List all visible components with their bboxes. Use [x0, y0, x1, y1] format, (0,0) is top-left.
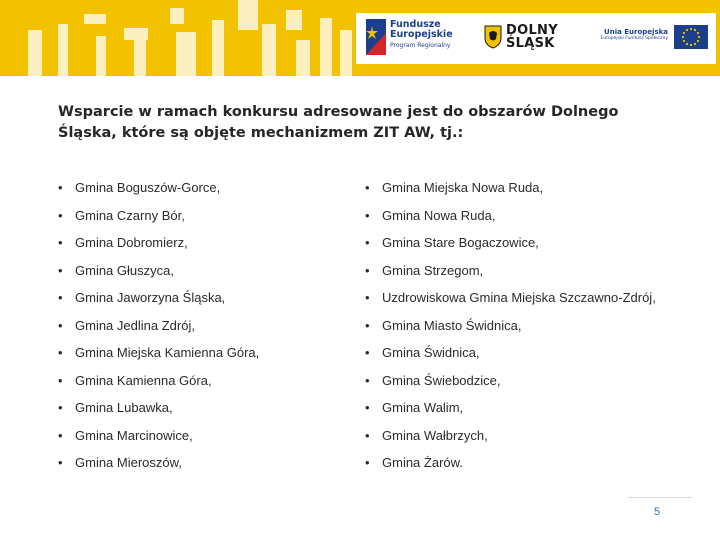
bullet: • [58, 372, 63, 388]
list-item-label: Gmina Miejska Nowa Ruda, [382, 180, 544, 195]
list-item-label: Gmina Walim, [382, 400, 464, 415]
eu-logo-line1: Unia Europejska [604, 28, 668, 36]
bullet: • [365, 235, 370, 250]
list-item [365, 204, 656, 232]
list-item [58, 231, 259, 259]
list-item [365, 314, 656, 342]
page-number-rule [628, 497, 692, 498]
unia-europejska-logo-text [592, 29, 668, 42]
bullet: • [365, 180, 370, 195]
list-item [365, 286, 656, 314]
bullet: • [365, 317, 370, 333]
list-item [58, 314, 259, 342]
bullet: • [58, 455, 63, 470]
list-item [365, 259, 656, 287]
list-item [58, 286, 259, 314]
list-item-label: Gmina Wałbrzych, [382, 427, 488, 443]
fundusze-europejskie-icon [366, 19, 386, 55]
list-item [58, 341, 259, 369]
fe-logo-line3: Program Regionalny [390, 41, 451, 49]
logo-strip [356, 13, 716, 64]
list-item-label: Gmina Żarów. [382, 455, 463, 470]
bullet: • [365, 207, 370, 223]
list-item-label: Gmina Lubawka, [75, 400, 173, 415]
list-item-label: Gmina Kamienna Góra, [75, 372, 212, 388]
bullet: • [365, 290, 370, 305]
bullet: • [58, 427, 63, 443]
list-item [58, 204, 259, 232]
list-item-label: Gmina Jedlina Zdrój, [75, 317, 195, 333]
municipality-list-right [365, 176, 656, 479]
fe-logo-line1: Fundusze [390, 19, 441, 30]
page-number: 5 [654, 506, 661, 518]
list-item [365, 176, 656, 204]
list-item [365, 231, 656, 259]
list-item-label: Gmina Miasto Świdnica, [382, 317, 522, 333]
bullet: • [58, 290, 63, 305]
bullet: • [365, 455, 370, 470]
list-item-label: Gmina Jaworzyna Śląska, [75, 290, 226, 305]
bullet: • [58, 180, 63, 195]
list-item [365, 341, 656, 369]
list-item-label: Gmina Boguszów-Gorce, [75, 180, 221, 195]
bullet: • [365, 345, 370, 360]
list-item [365, 396, 656, 424]
list-item-label: Gmina Czarny Bór, [75, 207, 185, 223]
bullet: • [58, 400, 63, 415]
fe-logo-line2: Europejskie [390, 28, 453, 40]
bullet: • [58, 317, 63, 333]
dolny-slask-logo-text [506, 24, 558, 50]
list-item [58, 176, 259, 204]
list-item [365, 451, 656, 479]
bullet: • [365, 262, 370, 278]
ds-logo-line1: DOLNY [506, 23, 558, 38]
eu-logo-line2: Europejski Fundusz Społeczny [600, 35, 668, 41]
list-item-label: Gmina Świdnica, [382, 345, 480, 360]
decorative-blocks [0, 0, 360, 76]
list-item-label: Gmina Miejska Kamienna Góra, [75, 345, 260, 360]
list-item-label: Uzdrowiskowa Gmina Miejska Szczawno-Zdrój, [382, 290, 656, 305]
list-item [58, 451, 259, 479]
list-item [365, 424, 656, 452]
list-item-label: Gmina Nowa Ruda, [382, 207, 496, 223]
list-item [58, 424, 259, 452]
bullet: • [58, 235, 63, 250]
coat-of-arms-icon [484, 25, 502, 49]
list-item-label: Gmina Marcinowice, [75, 427, 193, 443]
list-item-label: Gmina Strzegom, [382, 262, 484, 278]
ds-logo-line2: ŚLĄSK [506, 36, 555, 51]
list-item-label: Gmina Głuszyca, [75, 262, 174, 278]
eu-flag-icon [674, 25, 708, 49]
bullet: • [365, 427, 370, 443]
list-item [58, 259, 259, 287]
list-item-label: Gmina Dobromierz, [75, 235, 188, 250]
list-item [58, 396, 259, 424]
bullet: • [58, 345, 63, 360]
bullet: • [58, 207, 63, 223]
fundusze-europejskie-logo-text [390, 20, 453, 49]
list-item-label: Gmina Mieroszów, [75, 455, 182, 470]
slide-heading: Wsparcie w ramach konkursu adresowane jest do obszarów Dolnego Śląska, które są objęte mechanizmem ZIT AW, tj.: [58, 104, 619, 141]
list-item-label: Gmina Stare Bogaczowice, [382, 235, 539, 250]
bullet: • [58, 262, 63, 278]
bullet: • [365, 400, 370, 415]
list-item-label: Gmina Świebodzice, [382, 372, 501, 388]
list-item [365, 369, 656, 397]
municipality-list-left [58, 176, 259, 479]
list-item [58, 369, 259, 397]
bullet: • [365, 372, 370, 388]
header-band [0, 0, 720, 76]
